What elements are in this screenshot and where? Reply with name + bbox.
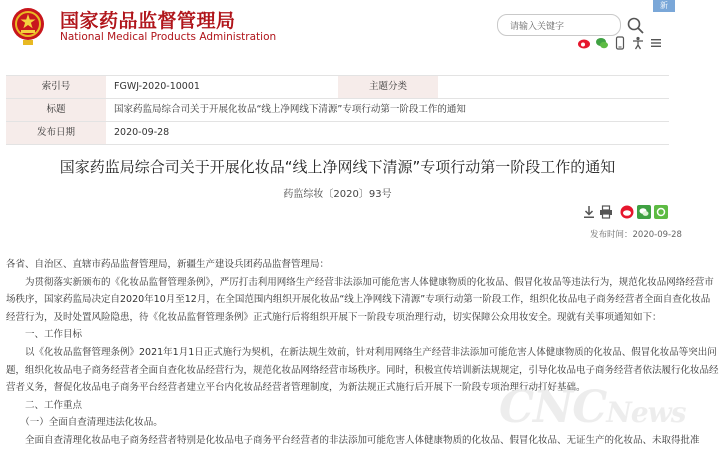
- body-line: 场秩序，国家药监局决定自2020年10月至12月，在全国范围内组织开展化妆品“线上净网线下清源”专项行动第一阶段工作，组织化妆品电子商务经营者全面自查化妆品: [6, 294, 711, 306]
- menu-icon[interactable]: [649, 36, 663, 50]
- site-subtitle: National Medical Products Administration: [60, 31, 277, 43]
- weibo-share-icon[interactable]: [620, 205, 634, 219]
- body-line: 二、工作重点: [6, 399, 83, 411]
- document-title: 国家药监局综合司关于开展化妆品“线上净网线下清源”专项行动第一阶段工作的通知: [59, 158, 616, 176]
- accessibility-icon[interactable]: [631, 36, 645, 50]
- wechat-share-icon[interactable]: [637, 205, 651, 219]
- info-label: 发布日期: [6, 122, 106, 144]
- download-icon[interactable]: [582, 205, 596, 219]
- search-placeholder: 请输入关键字: [510, 22, 565, 32]
- wechat-icon[interactable]: [595, 36, 609, 50]
- mobile-icon[interactable]: [613, 36, 627, 50]
- site-title[interactable]: 国家药品监督管理局: [60, 10, 236, 32]
- info-row-date: [6, 122, 669, 145]
- watermark-main: CNC: [499, 382, 607, 433]
- info-row-title: [6, 99, 669, 122]
- document-number: 药监综妆〔2020〕93号: [283, 189, 392, 200]
- cnc-news-watermark: [499, 382, 686, 433]
- watermark-sub: News: [606, 396, 686, 429]
- weibo-icon[interactable]: [577, 36, 591, 50]
- body-line: 题，组织化妆品电子商务经营者全面自查化妆品经营行为，规范化妆品网络经营市场秩序。同时，积极宣传培训新法规规定，引导化妆品电子商务经营者依法履行化妆品经: [6, 364, 719, 376]
- body-line: 经营行为，及时处置风险隐患，待《化妆品监督管理条例》正式施行后将组织开展下一阶段专项治理行动，切实保障公众用妆安全。现就有关事项通知如下：: [6, 311, 662, 323]
- info-label: 主题分类: [338, 76, 438, 98]
- info-label: 标题: [6, 99, 106, 121]
- body-line: 一、工作目标: [6, 329, 83, 341]
- info-value: FGWJ-2020-10001: [114, 81, 200, 92]
- info-value: 2020-09-28: [114, 127, 170, 138]
- body-line: 营者义务，督促化妆品电子商务平台经营者建立平台内化妆品经营者管理制度，为新法规正式施行后开展下一阶段专项治理行动打好基础。: [6, 382, 586, 394]
- info-value: 国家药监局综合司关于开展化妆品“线上净网线下清源”专项行动第一阶段工作的通知: [114, 104, 466, 115]
- publish-time: 发布时间：2020-09-28: [590, 230, 682, 240]
- body-line: 以《化妆品监督管理条例》2021年1月1日正式施行为契机，在新法规生效前，针对利用网络生产经营非法添加可能危害人体健康物质的化妆品、假冒化妆品等突出问: [6, 346, 717, 358]
- search-icon[interactable]: [625, 15, 647, 35]
- body-line: （一）全面自查清理违法化妆品。: [6, 417, 163, 429]
- national-emblem-icon: [10, 6, 46, 46]
- search-input[interactable]: [497, 14, 621, 36]
- info-label: 索引号: [6, 76, 106, 98]
- body-line: 为贯彻落实新颁布的《化妆品监督管理条例》，严厉打击利用网络生产经营非法添加可能危害人体健康物质的化妆品、假冒化妆品等违法行为，规范化妆品网络经营市: [6, 276, 714, 288]
- corner-badge[interactable]: 新: [653, 0, 675, 12]
- info-row-index: [6, 76, 669, 99]
- print-icon[interactable]: [599, 205, 613, 219]
- body-line: 各省、自治区、直辖市药品监督管理局，新疆生产建设兵团药品监督管理局：: [6, 259, 330, 270]
- site-header: [0, 0, 675, 56]
- document-info-table: [6, 75, 669, 145]
- body-line: 全面自查清理化妆品电子商务经营者特别是化妆品电子商务平台经营者的非法添加可能危害人体健康物质的化妆品、假冒化妆品、无证生产的化妆品、未取得批准: [6, 434, 700, 446]
- wechat-moments-icon[interactable]: [654, 205, 668, 219]
